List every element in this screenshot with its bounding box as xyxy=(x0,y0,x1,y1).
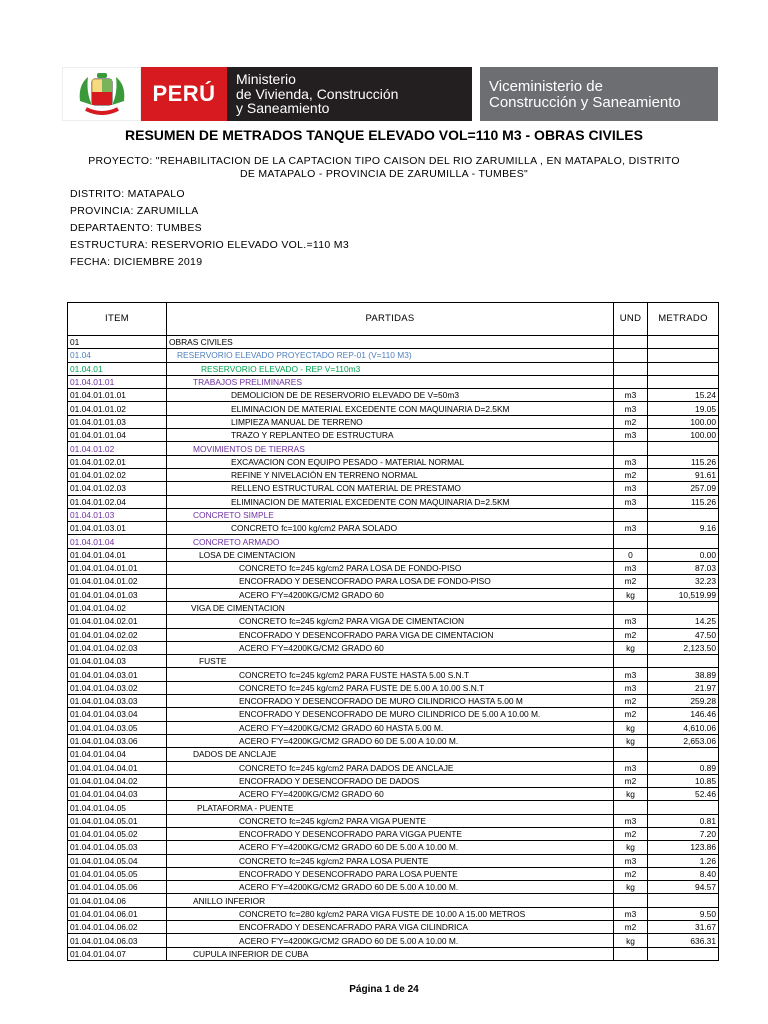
table-row xyxy=(68,349,719,362)
table-row xyxy=(68,801,719,814)
cell-partida: CONCRETO fc=280 kg/cm2 PARA VIGA FUSTE DE 10.00 A 15.00 METROS xyxy=(167,907,614,920)
cell-und xyxy=(614,508,648,521)
cell-partida: ACERO F'Y=4200KG/CM2 GRADO 60 xyxy=(167,588,614,601)
cell-partida: ENCOFRADO Y DESENCOFRADO DE MURO CILINDRICO HASTA 5.00 M xyxy=(167,695,614,708)
cell-und: 0 xyxy=(614,548,648,561)
cell-partida: DEMOLICION DE DE RESERVORIO ELEVADO DE V=50m3 xyxy=(167,389,614,402)
cell-und: kg xyxy=(614,734,648,747)
table-row xyxy=(68,655,719,668)
table-row xyxy=(68,947,719,960)
cell-metrado xyxy=(648,535,719,548)
cell-item: 01.04.01.02.01 xyxy=(68,455,167,468)
cell-metrado xyxy=(648,442,719,455)
cell-und xyxy=(614,349,648,362)
cell-metrado: 15.24 xyxy=(648,389,719,402)
cell-und: m3 xyxy=(614,854,648,867)
cell-metrado xyxy=(648,375,719,388)
cell-partida: FUSTE xyxy=(167,655,614,668)
table-row xyxy=(68,429,719,442)
meta-distrito: DISTRITO: MATAPALO xyxy=(70,188,185,200)
cell-item: 01.04.01.04.07 xyxy=(68,947,167,960)
cell-partida: ACERO F'Y=4200KG/CM2 GRADO 60 xyxy=(167,788,614,801)
table-row xyxy=(68,748,719,761)
ministry-line-2: de Vivienda, Construcción xyxy=(236,85,399,102)
table-row xyxy=(68,668,719,681)
cell-und xyxy=(614,947,648,960)
cell-item: 01.04.01.04.03.05 xyxy=(68,721,167,734)
cell-und: m3 xyxy=(614,681,648,694)
cell-und: kg xyxy=(614,934,648,947)
cell-metrado: 257.09 xyxy=(648,482,719,495)
table-row xyxy=(68,695,719,708)
cell-und: m2 xyxy=(614,415,648,428)
cell-item: 01.04.01.04.02.01 xyxy=(68,615,167,628)
cell-partida: ENCOFRADO Y DESENCOFRADO PARA VIGGA PUENTE xyxy=(167,827,614,840)
table-row xyxy=(68,761,719,774)
cell-item: 01.04.01.04.05 xyxy=(68,801,167,814)
table-row xyxy=(68,362,719,375)
table-row xyxy=(68,442,719,455)
meta-fecha: FECHA: DICIEMBRE 2019 xyxy=(70,256,203,268)
cell-und xyxy=(614,362,648,375)
cell-partida: ELIMINACION DE MATERIAL EXCEDENTE CON MAQUINARIA D=2.5KM xyxy=(167,495,614,508)
cell-item: 01.04 xyxy=(68,349,167,362)
cell-partida: ACERO F'Y=4200KG/CM2 GRADO 60 DE 5.00 A 10.00 M. xyxy=(167,734,614,747)
cell-und: m2 xyxy=(614,827,648,840)
cell-metrado: 0.81 xyxy=(648,814,719,827)
cell-item: 01 xyxy=(68,336,167,349)
cell-und: m3 xyxy=(614,402,648,415)
cell-item: 01.04.01.04 xyxy=(68,535,167,548)
cell-partida: EXCAVACION CON EQUIPO PESADO - MATERIAL NORMAL xyxy=(167,455,614,468)
cell-metrado: 1.26 xyxy=(648,854,719,867)
cell-und: kg xyxy=(614,721,648,734)
cell-item: 01.04.01.04.02.03 xyxy=(68,641,167,654)
table-row xyxy=(68,402,719,415)
cell-metrado xyxy=(648,601,719,614)
cell-partida: CONCRETO fc=100 kg/cm2 PARA SOLADO xyxy=(167,522,614,535)
cell-metrado: 52.46 xyxy=(648,788,719,801)
cell-partida: RELLENO ESTRUCTURAL CON MATERIAL DE PRESTAMO xyxy=(167,482,614,495)
cell-metrado: 14.25 xyxy=(648,615,719,628)
cell-partida: CONCRETO fc=245 kg/cm2 PARA LOSA DE FONDO-PISO xyxy=(167,562,614,575)
ministry-name xyxy=(227,67,472,121)
cell-metrado: 100.00 xyxy=(648,429,719,442)
cell-metrado: 123.86 xyxy=(648,841,719,854)
table-row xyxy=(68,934,719,947)
cell-item: 01.04.01.04.04 xyxy=(68,748,167,761)
project-description: PROYECTO: "REHABILITACION DE LA CAPTACION TIPO CAISON DEL RIO ZARUMILLA , EN MATAPALO, DISTRITO DE MATAPALO - PROVINCIA DE ZARUMILLA - TUMBES" xyxy=(88,155,680,180)
cell-und xyxy=(614,375,648,388)
cell-und xyxy=(614,655,648,668)
header-partidas: PARTIDAS xyxy=(167,303,614,336)
cell-partida: CUPULA INFERIOR DE CUBA xyxy=(167,947,614,960)
cell-metrado xyxy=(648,748,719,761)
table-row xyxy=(68,562,719,575)
cell-metrado: 47.50 xyxy=(648,628,719,641)
table-row xyxy=(68,535,719,548)
cell-und: m3 xyxy=(614,495,648,508)
cell-partida: ACERO F'Y=4200KG/CM2 GRADO 60 DE 5.00 A 10.00 M. xyxy=(167,841,614,854)
cell-partida: DADOS DE ANCLAJE xyxy=(167,748,614,761)
cell-item: 01.04.01.01.03 xyxy=(68,415,167,428)
cell-partida: ENCOFRADO Y DESENCOFRADO PARA LOSA PUENTE xyxy=(167,867,614,880)
cell-item: 01.04.01.02.03 xyxy=(68,482,167,495)
cell-partida: LIMPIEZA MANUAL DE TERRENO xyxy=(167,415,614,428)
cell-und: m2 xyxy=(614,695,648,708)
cell-und: m3 xyxy=(614,482,648,495)
cell-item: 01.04.01.04.05.04 xyxy=(68,854,167,867)
cell-und: m3 xyxy=(614,429,648,442)
table-row xyxy=(68,468,719,481)
table-row xyxy=(68,601,719,614)
cell-item: 01.04.01.04.05.02 xyxy=(68,827,167,840)
table-row xyxy=(68,814,719,827)
cell-und: m3 xyxy=(614,562,648,575)
cell-und xyxy=(614,336,648,349)
cell-metrado: 19.05 xyxy=(648,402,719,415)
cell-partida: CONCRETO fc=245 kg/cm2 PARA VIGA PUENTE xyxy=(167,814,614,827)
table-row xyxy=(68,628,719,641)
cell-item: 01.04.01.01 xyxy=(68,375,167,388)
cell-partida: VIGA DE CIMENTACION xyxy=(167,601,614,614)
metrados-table xyxy=(67,302,719,961)
table-row xyxy=(68,894,719,907)
cell-und: m3 xyxy=(614,615,648,628)
cell-und: m3 xyxy=(614,814,648,827)
table-row xyxy=(68,495,719,508)
coat-of-arms-shape xyxy=(76,71,128,117)
table-row xyxy=(68,681,719,694)
table-row xyxy=(68,641,719,654)
cell-item: 01.04.01.04.02.02 xyxy=(68,628,167,641)
cell-partida: MOVIMIENTOS DE TIERRAS xyxy=(167,442,614,455)
cell-und: m3 xyxy=(614,907,648,920)
cell-partida: RESERVORIO ELEVADO - REP V=110m3 xyxy=(167,362,614,375)
cell-und xyxy=(614,442,648,455)
cell-metrado: 2,123.50 xyxy=(648,641,719,654)
cell-und: m3 xyxy=(614,761,648,774)
header-und: UND xyxy=(614,303,648,336)
cell-und: m2 xyxy=(614,921,648,934)
cell-und: m3 xyxy=(614,522,648,535)
cell-metrado: 94.57 xyxy=(648,881,719,894)
cell-und: m3 xyxy=(614,389,648,402)
cell-item: 01.04.01.04.02 xyxy=(68,601,167,614)
cell-partida: CONCRETO fc=245 kg/cm2 PARA LOSA PUENTE xyxy=(167,854,614,867)
cell-und xyxy=(614,748,648,761)
cell-und: kg xyxy=(614,641,648,654)
cell-item: 01.04.01.04.01.03 xyxy=(68,588,167,601)
cell-metrado: 115.26 xyxy=(648,455,719,468)
cell-partida: ENCOFRADO Y DESENCOFRADO DE DADOS xyxy=(167,774,614,787)
cell-item: 01.04.01.02 xyxy=(68,442,167,455)
cell-partida: CONCRETO fc=245 kg/cm2 PARA VIGA DE CIMENTACION xyxy=(167,615,614,628)
cell-item: 01.04.01.04.05.05 xyxy=(68,867,167,880)
cell-und xyxy=(614,601,648,614)
cell-metrado xyxy=(648,362,719,375)
cell-item: 01.04.01.04.03.03 xyxy=(68,695,167,708)
cell-und: m2 xyxy=(614,708,648,721)
cell-und: kg xyxy=(614,841,648,854)
cell-und: kg xyxy=(614,788,648,801)
table-row xyxy=(68,588,719,601)
cell-partida: ANILLO INFERIOR xyxy=(167,894,614,907)
ministry-line-1: Ministerio xyxy=(236,71,296,87)
cell-item: 01.04.01.04.03.02 xyxy=(68,681,167,694)
cell-und: m2 xyxy=(614,867,648,880)
government-banner xyxy=(62,67,718,121)
cell-metrado: 259.28 xyxy=(648,695,719,708)
cell-metrado: 38.89 xyxy=(648,668,719,681)
cell-item: 01.04.01.04.03 xyxy=(68,655,167,668)
cell-item: 01.04.01.04.01.01 xyxy=(68,562,167,575)
cell-metrado: 636.31 xyxy=(648,934,719,947)
cell-metrado: 146.46 xyxy=(648,708,719,721)
peru-label: PERÚ xyxy=(141,67,227,121)
cell-metrado xyxy=(648,349,719,362)
cell-metrado: 9.16 xyxy=(648,522,719,535)
cell-item: 01.04.01.04.01 xyxy=(68,548,167,561)
cell-metrado: 21.97 xyxy=(648,681,719,694)
cell-item: 01.04.01.04.06.02 xyxy=(68,921,167,934)
cell-und: kg xyxy=(614,881,648,894)
cell-partida: RESERVORIO ELEVADO PROYECTADO REP-01 (V=110 M3) xyxy=(167,349,614,362)
page-number: Página 1 de 24 xyxy=(349,984,419,995)
cell-item: 01.04.01.04.04.01 xyxy=(68,761,167,774)
table-row xyxy=(68,389,719,402)
cell-item: 01.04.01.04.03.01 xyxy=(68,668,167,681)
table-row xyxy=(68,548,719,561)
header-item: ITEM xyxy=(68,303,167,336)
table-row xyxy=(68,708,719,721)
table-row xyxy=(68,415,719,428)
cell-metrado xyxy=(648,508,719,521)
cell-und: m3 xyxy=(614,668,648,681)
cell-partida: PLATAFORMA - PUENTE xyxy=(167,801,614,814)
cell-item: 01.04.01.04.03.04 xyxy=(68,708,167,721)
cell-metrado: 9.50 xyxy=(648,907,719,920)
cell-partida: ENCOFRADO Y DESENCOFRADO PARA LOSA DE FONDO-PISO xyxy=(167,575,614,588)
table-row xyxy=(68,921,719,934)
cell-item: 01.04.01.02.04 xyxy=(68,495,167,508)
cell-partida: OBRAS CIVILES xyxy=(167,336,614,349)
cell-item: 01.04.01.01.04 xyxy=(68,429,167,442)
cell-partida: CONCRETO ARMADO xyxy=(167,535,614,548)
cell-item: 01.04.01.04.01.02 xyxy=(68,575,167,588)
table-row xyxy=(68,375,719,388)
table-row xyxy=(68,734,719,747)
cell-item: 01.04.01.04.06.01 xyxy=(68,907,167,920)
cell-metrado: 100.00 xyxy=(648,415,719,428)
viceministry-name xyxy=(480,67,718,121)
cell-und xyxy=(614,894,648,907)
table-row xyxy=(68,881,719,894)
table-row xyxy=(68,827,719,840)
table-row xyxy=(68,788,719,801)
cell-partida: ACERO F'Y=4200KG/CM2 GRADO 60 HASTA 5.00 M. xyxy=(167,721,614,734)
cell-metrado xyxy=(648,947,719,960)
table-row xyxy=(68,508,719,521)
meta-estructura: ESTRUCTURA: RESERVORIO ELEVADO VOL.=110 M3 xyxy=(70,239,349,251)
vice-line-2: Construcción y Saneamiento xyxy=(489,94,681,111)
meta-provincia: PROVINCIA: ZARUMILLA xyxy=(70,205,199,217)
cell-und xyxy=(614,535,648,548)
cell-item: 01.04.01 xyxy=(68,362,167,375)
cell-partida: LOSA DE CIMENTACION xyxy=(167,548,614,561)
cell-partida: ENCOFRADO Y DESENCOFRADO PARA VIGA DE CIMENTACION xyxy=(167,628,614,641)
cell-metrado: 31.67 xyxy=(648,921,719,934)
table-row xyxy=(68,336,719,349)
cell-item: 01.04.01.03 xyxy=(68,508,167,521)
table-row xyxy=(68,482,719,495)
cell-partida: REFINE Y NIVELACIÓN EN TERRENO NORMAL xyxy=(167,468,614,481)
table-row xyxy=(68,455,719,468)
cell-metrado: 0.89 xyxy=(648,761,719,774)
cell-und: m2 xyxy=(614,468,648,481)
cell-metrado: 4,610.06 xyxy=(648,721,719,734)
cell-metrado xyxy=(648,336,719,349)
cell-metrado: 10,519.99 xyxy=(648,588,719,601)
cell-metrado: 2,653.06 xyxy=(648,734,719,747)
cell-item: 01.04.01.04.06.03 xyxy=(68,934,167,947)
cell-partida: CONCRETO fc=245 kg/cm2 PARA FUSTE DE 5.00 A 10.00 S.N.T xyxy=(167,681,614,694)
cell-metrado xyxy=(648,655,719,668)
cell-und: kg xyxy=(614,588,648,601)
table-row xyxy=(68,774,719,787)
cell-partida: TRABAJOS PRELIMINARES xyxy=(167,375,614,388)
cell-partida: CONCRETO fc=245 kg/cm2 PARA DADOS DE ANCLAJE xyxy=(167,761,614,774)
cell-item: 01.04.01.04.03.06 xyxy=(68,734,167,747)
table-row xyxy=(68,867,719,880)
cell-partida: ACERO F'Y=4200KG/CM2 GRADO 60 xyxy=(167,641,614,654)
table-row xyxy=(68,721,719,734)
cell-metrado xyxy=(648,801,719,814)
cell-metrado: 32.23 xyxy=(648,575,719,588)
cell-item: 01.04.01.04.06 xyxy=(68,894,167,907)
cell-item: 01.04.01.02.02 xyxy=(68,468,167,481)
table-header-row xyxy=(68,303,719,336)
cell-item: 01.04.01.04.04.03 xyxy=(68,788,167,801)
cell-metrado: 91.61 xyxy=(648,468,719,481)
cell-metrado: 10.85 xyxy=(648,774,719,787)
cell-partida: ELIMINACION DE MATERIAL EXCEDENTE CON MAQUINARIA D=2.5KM xyxy=(167,402,614,415)
ministry-line-3: y Saneamiento xyxy=(236,100,330,116)
cell-metrado: 87.03 xyxy=(648,562,719,575)
cell-partida: CONCRETO fc=245 kg/cm2 PARA FUSTE HASTA 5.00 S.N.T xyxy=(167,668,614,681)
cell-und: m3 xyxy=(614,455,648,468)
cell-metrado: 8.40 xyxy=(648,867,719,880)
cell-partida: ACERO F'Y=4200KG/CM2 GRADO 60 DE 5.00 A 10.00 M. xyxy=(167,881,614,894)
cell-und: m2 xyxy=(614,575,648,588)
table-row xyxy=(68,841,719,854)
cell-item: 01.04.01.04.04.02 xyxy=(68,774,167,787)
cell-partida: ENCOFRADO Y DESENCOFRADO DE MURO CILINDRICO DE 5.00 A 10.00 M. xyxy=(167,708,614,721)
header-metrado: METRADO xyxy=(648,303,719,336)
table-row xyxy=(68,907,719,920)
cell-metrado: 7.20 xyxy=(648,827,719,840)
vice-line-1: Viceministerio de xyxy=(489,78,603,95)
table-row xyxy=(68,522,719,535)
cell-partida: CONCRETO SIMPLE xyxy=(167,508,614,521)
cell-item: 01.04.01.01.02 xyxy=(68,402,167,415)
meta-departamento: DEPARTAENTO: TUMBES xyxy=(70,222,202,234)
cell-item: 01.04.01.03.01 xyxy=(68,522,167,535)
cell-item: 01.04.01.01.01 xyxy=(68,389,167,402)
cell-item: 01.04.01.04.05.01 xyxy=(68,814,167,827)
cell-partida: TRAZO Y REPLANTEO DE ESTRUCTURA xyxy=(167,429,614,442)
cell-metrado: 0.00 xyxy=(648,548,719,561)
coat-of-arms-icon xyxy=(62,67,141,121)
cell-und: m2 xyxy=(614,628,648,641)
table-row xyxy=(68,854,719,867)
cell-item: 01.04.01.04.05.03 xyxy=(68,841,167,854)
cell-metrado: 115.26 xyxy=(648,495,719,508)
document-title: RESUMEN DE METRADOS TANQUE ELEVADO VOL=110 M3 - OBRAS CIVILES xyxy=(125,127,643,143)
cell-und xyxy=(614,801,648,814)
cell-partida: ACERO F'Y=4200KG/CM2 GRADO 60 DE 5.00 A 10.00 M. xyxy=(167,934,614,947)
cell-item: 01.04.01.04.05.06 xyxy=(68,881,167,894)
cell-metrado xyxy=(648,894,719,907)
table-row xyxy=(68,575,719,588)
cell-partida: ENCOFRADO Y DESENCAFRADO PARA VIGA CILINDRICA xyxy=(167,921,614,934)
cell-und: m2 xyxy=(614,774,648,787)
table-row xyxy=(68,615,719,628)
